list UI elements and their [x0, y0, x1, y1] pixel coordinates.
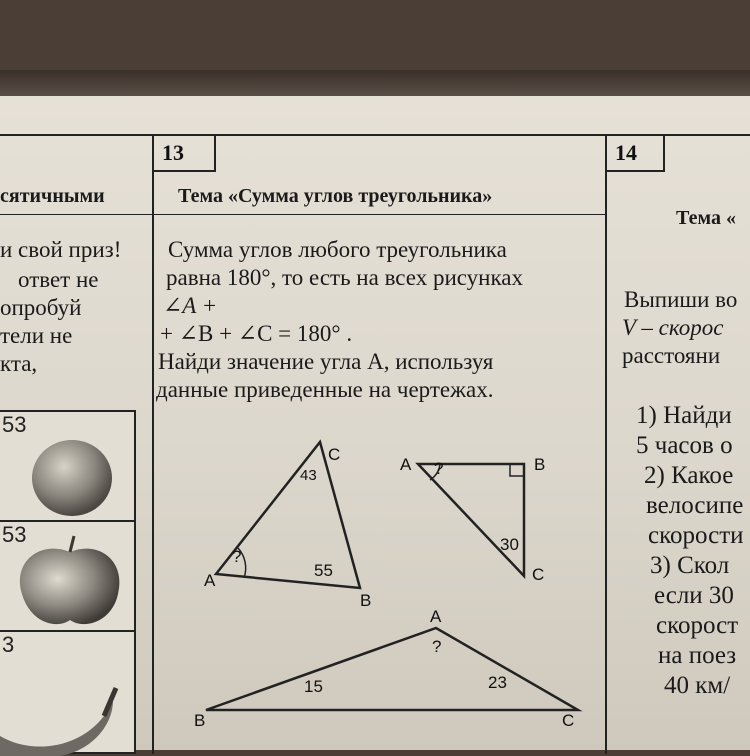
task14-item-8: скорост [656, 612, 739, 639]
task13-title-rule [154, 214, 605, 215]
task-number-13-text: 13 [162, 140, 184, 165]
triangle2-vertex-b: B [534, 455, 546, 474]
left-line-1: и свой приз! [0, 237, 122, 262]
triangle3-vertex-b: B [194, 711, 206, 730]
task-number-14-text: 14 [615, 140, 637, 165]
banana-image [0, 632, 138, 756]
triangle3-angle-b: 15 [304, 677, 323, 696]
triangle3-vertex-c: C [562, 711, 575, 730]
worksheet-page [0, 96, 750, 750]
left-line-2: ответ не [18, 267, 99, 292]
triangle1-vertex-b: B [360, 591, 372, 610]
triangle-1 [204, 442, 371, 610]
triangle1-angle-c: 43 [300, 467, 317, 484]
column-divider-right [605, 134, 607, 754]
triangle3-vertex-a: A [430, 607, 442, 626]
task13-line-3: ∠A + [163, 293, 218, 318]
task13-title: Тема «Сумма углов треугольника» [178, 185, 493, 207]
task13-line-2: равна 180°, то есть на всех рисунках [166, 265, 524, 290]
task14-item-3: 2) Какое [644, 462, 734, 489]
task14-item-2: 5 часов о [636, 432, 733, 459]
triangle3-angle-c: 23 [488, 673, 507, 692]
task14-item-5: скорости [648, 522, 744, 549]
left-line-3: опробуй [0, 295, 82, 320]
task13-line-4: + ∠B + ∠C = 180° . [160, 321, 353, 346]
left-header-rule [0, 214, 152, 215]
triangle2-angle-c: 30 [500, 535, 519, 554]
fruit-cell-banana [0, 630, 136, 754]
triangle1-angle-a: ? [232, 547, 242, 566]
left-line-5: кта, [0, 351, 38, 376]
task14-item-9: на поез [658, 642, 737, 669]
triangle3-angle-a: ? [432, 637, 442, 656]
task13-line-6: данные приведенные на чертежах. [156, 377, 494, 402]
task14-item-6: 3) Скол [650, 552, 730, 579]
fruit-number: 53 [2, 412, 27, 437]
triangle2-angle-a: ? [434, 459, 444, 478]
fruit-number: 3 [2, 632, 15, 657]
orange-image [0, 412, 138, 524]
task13-line-1: Сумма углов любого треугольника [168, 237, 507, 262]
task14-item-1: 1) Найди [636, 402, 732, 429]
task14-item-7: если 30 [654, 582, 734, 609]
triangle1-angle-b: 55 [314, 561, 333, 580]
fruit-cell-apple [0, 520, 136, 632]
triangle-2 [400, 455, 545, 584]
fruit-cell-orange [0, 410, 136, 522]
left-line-4: тели не [0, 323, 73, 348]
task14-line-2: V – скорос [622, 315, 724, 340]
task13-line-5: Найди значение угла A, используя [158, 349, 494, 374]
task14-title-fragment: Тема « [676, 207, 736, 229]
left-header-fragment: сятичными [0, 185, 105, 207]
triangle1-vertex-c: C [328, 445, 341, 464]
task-number-13 [152, 134, 216, 172]
task14-item-10: 40 км/ [664, 672, 731, 699]
triangle2-vertex-a: A [400, 455, 412, 474]
task14-line-3: расстояни [622, 343, 721, 368]
triangle-drawings [154, 426, 605, 756]
triangle-3 [194, 607, 578, 730]
apple-image [0, 522, 138, 634]
task-number-14 [605, 134, 665, 172]
triangle2-vertex-c: C [532, 565, 545, 584]
fruit-number: 53 [2, 522, 27, 547]
task14-item-4: велосипе [646, 492, 744, 519]
triangle1-vertex-a: A [204, 571, 216, 590]
task14-line-1: Выпиши во [624, 287, 738, 312]
